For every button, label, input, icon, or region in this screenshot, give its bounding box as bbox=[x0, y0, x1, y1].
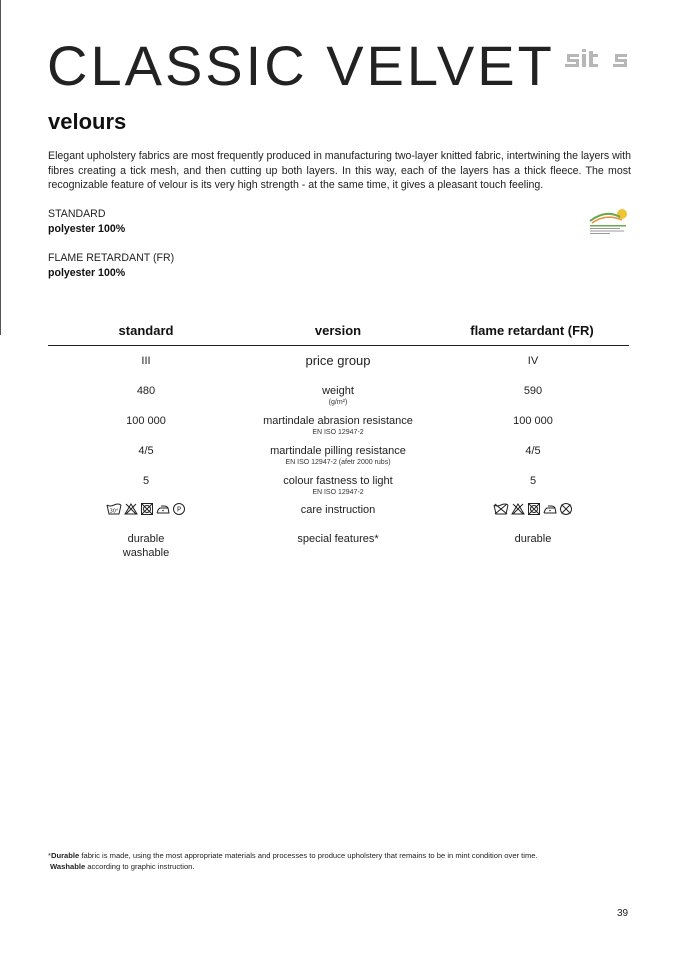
cell-fr: 100 000 bbox=[513, 415, 553, 427]
cell-version: special features* bbox=[297, 533, 379, 545]
svg-text:P: P bbox=[176, 505, 182, 514]
footnote bbox=[48, 850, 628, 872]
version-label: martindale pilling resistance bbox=[270, 445, 406, 457]
cell-version: care instruction bbox=[300, 504, 376, 516]
cell-standard: 4/5 bbox=[138, 445, 154, 457]
version-label: weight bbox=[322, 385, 354, 397]
cell-standard: 480 bbox=[136, 385, 156, 397]
sits-logo-icon bbox=[565, 48, 629, 70]
care-icons-standard bbox=[106, 502, 186, 516]
feature-durable: durable bbox=[127, 533, 165, 545]
no-bleach-icon bbox=[124, 502, 138, 516]
no-bleach-icon bbox=[511, 502, 525, 516]
version-sublabel: (g/m²) bbox=[328, 399, 348, 406]
footnote-asterisk: * bbox=[48, 851, 51, 860]
no-tumble-dry-icon bbox=[140, 502, 154, 516]
care-icons-fr bbox=[493, 502, 573, 516]
cell-standard: 5 bbox=[142, 475, 150, 487]
version-sublabel: EN ISO 12947-2 (afetr 2000 rubs) bbox=[285, 459, 391, 466]
cell-standard: III bbox=[141, 355, 151, 367]
cell-fr: IV bbox=[527, 355, 539, 367]
standard-composition: polyester 100% bbox=[48, 223, 126, 235]
brand-logo bbox=[565, 48, 629, 75]
iron-low-icon bbox=[543, 502, 557, 516]
cell-fr: 590 bbox=[523, 385, 543, 397]
footnote-line-washable bbox=[48, 861, 628, 872]
page-subtitle: velours bbox=[48, 109, 127, 134]
page-title: CLASSIC VELVET bbox=[47, 34, 555, 97]
certification-badge-icon bbox=[586, 207, 630, 237]
no-wash-icon bbox=[493, 502, 509, 516]
standard-label: STANDARD bbox=[48, 208, 106, 220]
column-header-fr: flame retardant (FR) bbox=[470, 323, 594, 338]
footnote-durable-text: fabric is made, using the most appropriate materials and processes to produce upholstery that remains to be in mint condition over time. bbox=[79, 851, 538, 860]
version-label: colour fastness to light bbox=[283, 475, 393, 487]
dry-clean-p-icon bbox=[172, 502, 186, 516]
feature-washable: washable bbox=[122, 547, 170, 559]
fr-label: FLAME RETARDANT (FR) bbox=[48, 252, 175, 264]
cell-version bbox=[218, 444, 458, 467]
cell-version: price group bbox=[305, 353, 371, 368]
page-number: 39 bbox=[617, 908, 629, 919]
version-sublabel: EN ISO 12947-2 bbox=[312, 489, 364, 496]
table-header-row bbox=[48, 323, 629, 346]
footnote-washable-text: according to graphic instruction. bbox=[85, 862, 195, 871]
wash-30-icon bbox=[106, 502, 122, 516]
svg-text:30°: 30° bbox=[109, 508, 119, 515]
column-header-version: version bbox=[314, 323, 362, 338]
cell-standard-care bbox=[85, 502, 207, 520]
no-tumble-dry-icon bbox=[527, 502, 541, 516]
version-sublabel: EN ISO 12947-2 bbox=[312, 429, 364, 436]
column-header-standard: standard bbox=[118, 323, 174, 338]
cell-fr: durable bbox=[514, 533, 552, 545]
page-edge-mark bbox=[0, 0, 1, 335]
cell-standard bbox=[85, 532, 207, 560]
fr-composition: polyester 100% bbox=[48, 267, 126, 279]
footnote-line-durable bbox=[48, 850, 628, 861]
description-paragraph: Elegant upholstery fabrics are most frequently produced in manufacturing two-layer knitted fabric, intertwining the layers with fibres creating a tick mesh, and then cutting up both layers. In this way, each of the layers has a thick fleece. The most recognizable feature of velour is its very high strength - at the same time, it gives a pleasant touch feeling. bbox=[48, 150, 631, 192]
footnote-durable-term: Durable bbox=[50, 851, 80, 860]
cell-standard: 100 000 bbox=[126, 415, 166, 427]
cell-fr-care bbox=[468, 502, 598, 520]
version-label: martindale abrasion resistance bbox=[263, 415, 413, 427]
footnote-washable-term: Washable bbox=[50, 862, 86, 871]
cell-version bbox=[218, 474, 458, 497]
cell-version bbox=[218, 414, 458, 437]
no-dry-clean-icon bbox=[559, 502, 573, 516]
cell-fr: 4/5 bbox=[525, 445, 541, 457]
iron-low-icon bbox=[156, 502, 170, 516]
cell-fr: 5 bbox=[529, 475, 537, 487]
cell-version bbox=[218, 384, 458, 407]
